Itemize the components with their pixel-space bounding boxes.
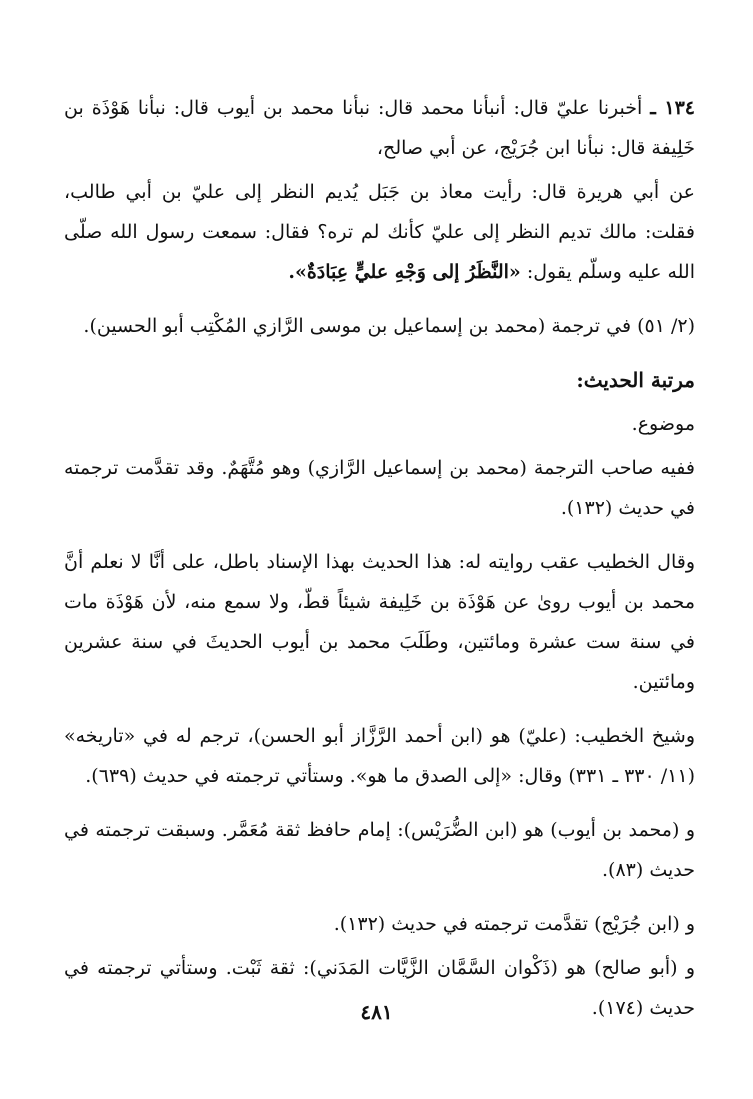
page-number: ٤٨١	[360, 1000, 393, 1024]
hadith-number: ١٣٤ ـ	[650, 97, 695, 119]
hadith-narration	[64, 172, 695, 292]
hadith-quote: «النَّظَرُ إلى وَجْهِ عليٍّ عِبَادَةٌ».	[288, 261, 521, 283]
hadith-narration-text: عن أبي هريرة قال: رأيت معاذ بن جَبَل يُديم النظر إلى عليّ بن أبي طالب، فقلت: مالك تديم النظر إلى عليّ كأنك لم تره؟ فقال: سمعت رسول الله صلّى الله عليه وسلّم يقول:	[64, 181, 695, 283]
grade-paragraph-3: وشيخ الخطيب: (عليّ) هو (ابن أحمد الرَّزَّاز أبو الحسن)، ترجم له في «تاريخه» (١١/ ٣٣٠ ـ ٣٣١) وقال: «إلى الصدق ما هو». وستأتي ترجمته في حديث (٦٣٩).	[64, 725, 695, 787]
grade-heading: مرتبة الحديث:	[576, 368, 695, 392]
hadith-chain	[64, 88, 695, 168]
hadith-chain-text: أخبرنا عليّ قال: أنبأنا محمد قال: نبأنا محمد بن أيوب قال: نبأنا هَوْذَة بن خَلِيفة قال: نبأنا ابن جُرَيْج، عن أبي صالح،	[64, 97, 695, 159]
grade-paragraph-4: و (محمد بن أيوب) هو (ابن الضُّرَيْس): إمام حافظ ثقة مُعَمَّر. وسبقت ترجمته في حديث (٨٣).	[64, 819, 695, 881]
grade-paragraph-1: ففيه صاحب الترجمة (محمد بن إسماعيل الرَّازي) وهو مُتَّهَمٌ. وقد تقدَّمت ترجمته في حديث (١٣٢).	[64, 457, 695, 519]
hadith-source: (٢/ ٥١) في ترجمة (محمد بن إسماعيل بن موسى الرَّازي المُكْتِب أبو الحسين).	[83, 315, 695, 337]
grade-paragraph-6: و (أبو صالح) هو (ذَكْوان السَّمَّان الزَّيَّات المَدَني): ثقة ثَبْت. وستأتي ترجمته في حديث (١٧٤).	[64, 957, 695, 1019]
grade-paragraph-2: وقال الخطيب عقب روايته له: هذا الحديث بهذا الإسناد باطل، على أنَّا لا نعلم أنَّ محمد بن أيوب روىٰ عن هَوْذَة بن خَلِيفة شيئاً قطّ، ولا سمع منه، لأن هَوْذَة مات في سنة ست عشرة ومائتين، وطَلَبَ محمد بن أيوب الحديثَ في سنة عشرين ومائتين.	[64, 551, 695, 693]
grade-verdict: موضوع.	[631, 413, 695, 435]
grade-paragraph-5: و (ابن جُرَيْج) تقدَّمت ترجمته في حديث (١٣٢).	[333, 913, 695, 935]
